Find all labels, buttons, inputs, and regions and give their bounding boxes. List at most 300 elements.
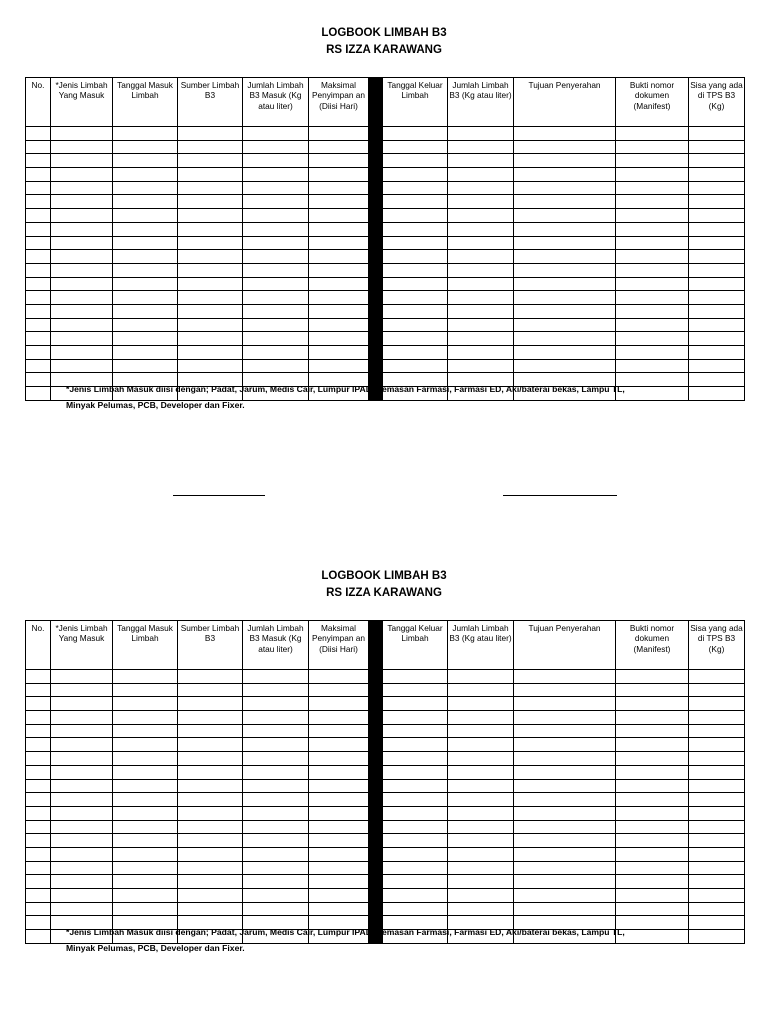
table-cell[interactable] <box>309 263 369 277</box>
table-cell[interactable] <box>514 250 616 264</box>
table-cell[interactable] <box>383 209 448 223</box>
table-cell[interactable] <box>689 181 745 195</box>
table-cell[interactable] <box>26 195 51 209</box>
table-cell[interactable] <box>26 291 51 305</box>
table-cell[interactable] <box>178 222 243 236</box>
table-cell[interactable] <box>51 697 113 711</box>
table-cell[interactable] <box>178 181 243 195</box>
table-cell[interactable] <box>113 127 178 141</box>
table-cell[interactable] <box>26 738 51 752</box>
table-cell[interactable] <box>243 875 309 889</box>
table-cell[interactable] <box>178 697 243 711</box>
table-cell[interactable] <box>309 318 369 332</box>
table-cell[interactable] <box>51 318 113 332</box>
table-cell[interactable] <box>309 738 369 752</box>
table-cell[interactable] <box>514 738 616 752</box>
table-cell[interactable] <box>616 291 689 305</box>
table-cell[interactable] <box>51 683 113 697</box>
table-cell[interactable] <box>448 834 514 848</box>
table-cell[interactable] <box>448 168 514 182</box>
table-cell[interactable] <box>689 861 745 875</box>
table-cell[interactable] <box>514 154 616 168</box>
table-cell[interactable] <box>448 793 514 807</box>
table-cell[interactable] <box>51 332 113 346</box>
table-cell[interactable] <box>26 263 51 277</box>
table-cell[interactable] <box>689 318 745 332</box>
table-cell[interactable] <box>51 181 113 195</box>
table-cell[interactable] <box>51 140 113 154</box>
table-cell[interactable] <box>448 752 514 766</box>
table-cell[interactable] <box>26 847 51 861</box>
table-cell[interactable] <box>616 711 689 725</box>
table-cell[interactable] <box>448 250 514 264</box>
table-cell[interactable] <box>178 291 243 305</box>
table-cell[interactable] <box>113 724 178 738</box>
table-cell[interactable] <box>616 181 689 195</box>
table-cell[interactable] <box>383 140 448 154</box>
table-cell[interactable] <box>383 359 448 373</box>
table-cell[interactable] <box>26 724 51 738</box>
table-cell[interactable] <box>243 711 309 725</box>
table-cell[interactable] <box>178 277 243 291</box>
table-cell[interactable] <box>689 875 745 889</box>
table-cell[interactable] <box>383 263 448 277</box>
table-cell[interactable] <box>309 847 369 861</box>
table-cell[interactable] <box>243 359 309 373</box>
table-cell[interactable] <box>26 304 51 318</box>
table-cell[interactable] <box>309 291 369 305</box>
table-cell[interactable] <box>689 697 745 711</box>
table-cell[interactable] <box>243 209 309 223</box>
table-cell[interactable] <box>243 752 309 766</box>
table-cell[interactable] <box>26 346 51 360</box>
table-cell[interactable] <box>51 291 113 305</box>
table-cell[interactable] <box>616 359 689 373</box>
table-cell[interactable] <box>514 670 616 684</box>
table-cell[interactable] <box>616 263 689 277</box>
table-cell[interactable] <box>26 806 51 820</box>
table-cell[interactable] <box>51 236 113 250</box>
table-cell[interactable] <box>26 222 51 236</box>
table-cell[interactable] <box>309 711 369 725</box>
table-cell[interactable] <box>26 889 51 903</box>
table-cell[interactable] <box>178 195 243 209</box>
table-cell[interactable] <box>309 359 369 373</box>
table-cell[interactable] <box>689 209 745 223</box>
table-cell[interactable] <box>448 683 514 697</box>
table-cell[interactable] <box>51 834 113 848</box>
table-cell[interactable] <box>514 847 616 861</box>
table-cell[interactable] <box>514 236 616 250</box>
table-cell[interactable] <box>448 140 514 154</box>
table-cell[interactable] <box>514 277 616 291</box>
table-cell[interactable] <box>113 222 178 236</box>
table-cell[interactable] <box>178 875 243 889</box>
table-cell[interactable] <box>309 724 369 738</box>
table-cell[interactable] <box>243 291 309 305</box>
table-cell[interactable] <box>514 209 616 223</box>
table-cell[interactable] <box>309 902 369 916</box>
table-cell[interactable] <box>689 902 745 916</box>
table-cell[interactable] <box>243 250 309 264</box>
table-cell[interactable] <box>383 834 448 848</box>
table-cell[interactable] <box>383 683 448 697</box>
table-cell[interactable] <box>309 765 369 779</box>
table-cell[interactable] <box>26 236 51 250</box>
table-cell[interactable] <box>178 263 243 277</box>
table-cell[interactable] <box>514 765 616 779</box>
table-cell[interactable] <box>26 168 51 182</box>
table-cell[interactable] <box>178 711 243 725</box>
table-cell[interactable] <box>243 181 309 195</box>
table-cell[interactable] <box>178 236 243 250</box>
table-cell[interactable] <box>616 318 689 332</box>
table-cell[interactable] <box>113 670 178 684</box>
table-cell[interactable] <box>26 834 51 848</box>
table-cell[interactable] <box>616 902 689 916</box>
table-cell[interactable] <box>616 834 689 848</box>
table-cell[interactable] <box>243 765 309 779</box>
table-cell[interactable] <box>448 209 514 223</box>
table-cell[interactable] <box>243 318 309 332</box>
table-cell[interactable] <box>243 738 309 752</box>
table-cell[interactable] <box>514 332 616 346</box>
table-cell[interactable] <box>113 263 178 277</box>
table-cell[interactable] <box>51 793 113 807</box>
table-cell[interactable] <box>616 793 689 807</box>
table-cell[interactable] <box>448 806 514 820</box>
table-cell[interactable] <box>113 236 178 250</box>
table-cell[interactable] <box>51 875 113 889</box>
table-cell[interactable] <box>243 820 309 834</box>
table-cell[interactable] <box>243 263 309 277</box>
table-cell[interactable] <box>243 277 309 291</box>
table-cell[interactable] <box>514 263 616 277</box>
table-cell[interactable] <box>51 806 113 820</box>
table-cell[interactable] <box>243 834 309 848</box>
table-cell[interactable] <box>178 834 243 848</box>
table-cell[interactable] <box>113 738 178 752</box>
table-cell[interactable] <box>514 346 616 360</box>
table-cell[interactable] <box>514 834 616 848</box>
table-cell[interactable] <box>178 127 243 141</box>
table-cell[interactable] <box>383 236 448 250</box>
table-cell[interactable] <box>383 889 448 903</box>
table-cell[interactable] <box>689 332 745 346</box>
table-cell[interactable] <box>689 127 745 141</box>
table-cell[interactable] <box>448 779 514 793</box>
table-cell[interactable] <box>243 670 309 684</box>
table-cell[interactable] <box>689 359 745 373</box>
table-cell[interactable] <box>514 889 616 903</box>
table-cell[interactable] <box>383 332 448 346</box>
table-cell[interactable] <box>514 861 616 875</box>
table-cell[interactable] <box>689 834 745 848</box>
table-cell[interactable] <box>383 793 448 807</box>
table-cell[interactable] <box>113 834 178 848</box>
table-cell[interactable] <box>448 291 514 305</box>
table-cell[interactable] <box>383 181 448 195</box>
table-cell[interactable] <box>616 332 689 346</box>
table-cell[interactable] <box>113 195 178 209</box>
table-cell[interactable] <box>26 250 51 264</box>
table-cell[interactable] <box>51 168 113 182</box>
table-cell[interactable] <box>514 902 616 916</box>
table-cell[interactable] <box>309 277 369 291</box>
table-cell[interactable] <box>51 359 113 373</box>
table-cell[interactable] <box>689 765 745 779</box>
table-cell[interactable] <box>26 387 51 401</box>
table-cell[interactable] <box>689 154 745 168</box>
table-cell[interactable] <box>616 683 689 697</box>
table-cell[interactable] <box>113 820 178 834</box>
table-cell[interactable] <box>26 711 51 725</box>
table-cell[interactable] <box>243 168 309 182</box>
table-cell[interactable] <box>616 820 689 834</box>
table-cell[interactable] <box>514 820 616 834</box>
table-cell[interactable] <box>26 140 51 154</box>
table-cell[interactable] <box>243 222 309 236</box>
table-cell[interactable] <box>616 670 689 684</box>
table-cell[interactable] <box>514 711 616 725</box>
table-cell[interactable] <box>113 291 178 305</box>
table-cell[interactable] <box>616 765 689 779</box>
table-cell[interactable] <box>689 140 745 154</box>
table-cell[interactable] <box>616 222 689 236</box>
table-cell[interactable] <box>243 779 309 793</box>
table-cell[interactable] <box>383 806 448 820</box>
table-cell[interactable] <box>113 277 178 291</box>
table-cell[interactable] <box>514 291 616 305</box>
table-cell[interactable] <box>51 847 113 861</box>
table-cell[interactable] <box>51 779 113 793</box>
table-cell[interactable] <box>448 263 514 277</box>
table-cell[interactable] <box>309 195 369 209</box>
table-cell[interactable] <box>113 847 178 861</box>
table-cell[interactable] <box>383 277 448 291</box>
table-cell[interactable] <box>51 346 113 360</box>
table-cell[interactable] <box>448 332 514 346</box>
table-cell[interactable] <box>616 168 689 182</box>
table-cell[interactable] <box>448 236 514 250</box>
table-cell[interactable] <box>51 277 113 291</box>
table-cell[interactable] <box>514 724 616 738</box>
table-cell[interactable] <box>178 359 243 373</box>
table-cell[interactable] <box>514 359 616 373</box>
table-cell[interactable] <box>448 154 514 168</box>
table-cell[interactable] <box>448 222 514 236</box>
table-cell[interactable] <box>514 304 616 318</box>
table-cell[interactable] <box>448 697 514 711</box>
table-cell[interactable] <box>383 318 448 332</box>
table-cell[interactable] <box>26 373 51 387</box>
table-cell[interactable] <box>243 154 309 168</box>
table-cell[interactable] <box>113 209 178 223</box>
table-cell[interactable] <box>514 752 616 766</box>
table-cell[interactable] <box>309 154 369 168</box>
table-cell[interactable] <box>243 889 309 903</box>
table-cell[interactable] <box>26 930 51 944</box>
table-cell[interactable] <box>383 291 448 305</box>
table-cell[interactable] <box>616 697 689 711</box>
table-cell[interactable] <box>309 806 369 820</box>
table-cell[interactable] <box>689 250 745 264</box>
table-cell[interactable] <box>383 765 448 779</box>
table-cell[interactable] <box>383 168 448 182</box>
table-cell[interactable] <box>26 752 51 766</box>
table-cell[interactable] <box>689 222 745 236</box>
table-cell[interactable] <box>113 332 178 346</box>
table-cell[interactable] <box>26 875 51 889</box>
table-cell[interactable] <box>689 670 745 684</box>
table-cell[interactable] <box>113 793 178 807</box>
table-cell[interactable] <box>689 711 745 725</box>
table-cell[interactable] <box>26 318 51 332</box>
table-cell[interactable] <box>113 683 178 697</box>
table-cell[interactable] <box>309 752 369 766</box>
table-cell[interactable] <box>51 209 113 223</box>
table-cell[interactable] <box>689 724 745 738</box>
table-cell[interactable] <box>689 291 745 305</box>
table-cell[interactable] <box>243 861 309 875</box>
table-cell[interactable] <box>514 683 616 697</box>
table-cell[interactable] <box>689 236 745 250</box>
table-cell[interactable] <box>448 670 514 684</box>
table-cell[interactable] <box>243 847 309 861</box>
table-cell[interactable] <box>243 195 309 209</box>
table-cell[interactable] <box>514 168 616 182</box>
table-cell[interactable] <box>309 236 369 250</box>
table-cell[interactable] <box>309 304 369 318</box>
table-cell[interactable] <box>689 793 745 807</box>
table-cell[interactable] <box>113 875 178 889</box>
table-cell[interactable] <box>616 277 689 291</box>
table-cell[interactable] <box>514 793 616 807</box>
table-cell[interactable] <box>113 140 178 154</box>
table-cell[interactable] <box>243 236 309 250</box>
table-cell[interactable] <box>448 127 514 141</box>
table-cell[interactable] <box>51 263 113 277</box>
table-cell[interactable] <box>51 670 113 684</box>
table-cell[interactable] <box>51 250 113 264</box>
table-cell[interactable] <box>26 697 51 711</box>
table-cell[interactable] <box>689 346 745 360</box>
table-cell[interactable] <box>51 154 113 168</box>
table-cell[interactable] <box>383 902 448 916</box>
table-cell[interactable] <box>514 140 616 154</box>
table-cell[interactable] <box>51 902 113 916</box>
table-cell[interactable] <box>309 127 369 141</box>
table-cell[interactable] <box>309 140 369 154</box>
table-cell[interactable] <box>689 752 745 766</box>
table-cell[interactable] <box>113 181 178 195</box>
table-cell[interactable] <box>448 318 514 332</box>
table-cell[interactable] <box>616 209 689 223</box>
table-cell[interactable] <box>616 779 689 793</box>
table-cell[interactable] <box>448 765 514 779</box>
table-cell[interactable] <box>26 209 51 223</box>
table-cell[interactable] <box>448 738 514 752</box>
table-cell[interactable] <box>448 875 514 889</box>
table-cell[interactable] <box>51 711 113 725</box>
table-cell[interactable] <box>26 820 51 834</box>
table-cell[interactable] <box>616 724 689 738</box>
table-cell[interactable] <box>448 889 514 903</box>
table-cell[interactable] <box>113 889 178 903</box>
table-cell[interactable] <box>616 154 689 168</box>
table-cell[interactable] <box>26 127 51 141</box>
table-cell[interactable] <box>514 697 616 711</box>
table-cell[interactable] <box>383 724 448 738</box>
table-cell[interactable] <box>51 304 113 318</box>
table-cell[interactable] <box>383 222 448 236</box>
table-cell[interactable] <box>383 875 448 889</box>
table-cell[interactable] <box>243 697 309 711</box>
table-cell[interactable] <box>243 127 309 141</box>
table-cell[interactable] <box>448 304 514 318</box>
table-cell[interactable] <box>448 277 514 291</box>
table-cell[interactable] <box>309 346 369 360</box>
table-cell[interactable] <box>514 195 616 209</box>
table-cell[interactable] <box>178 806 243 820</box>
table-cell[interactable] <box>616 304 689 318</box>
table-cell[interactable] <box>51 222 113 236</box>
table-cell[interactable] <box>448 359 514 373</box>
table-cell[interactable] <box>243 724 309 738</box>
table-cell[interactable] <box>383 154 448 168</box>
table-cell[interactable] <box>243 346 309 360</box>
table-cell[interactable] <box>178 847 243 861</box>
table-cell[interactable] <box>383 847 448 861</box>
table-cell[interactable] <box>26 916 51 930</box>
table-cell[interactable] <box>514 318 616 332</box>
table-cell[interactable] <box>616 127 689 141</box>
table-cell[interactable] <box>113 318 178 332</box>
table-cell[interactable] <box>178 820 243 834</box>
table-cell[interactable] <box>689 820 745 834</box>
table-cell[interactable] <box>616 195 689 209</box>
table-cell[interactable] <box>616 875 689 889</box>
table-cell[interactable] <box>616 140 689 154</box>
table-cell[interactable] <box>243 332 309 346</box>
table-cell[interactable] <box>51 765 113 779</box>
table-cell[interactable] <box>178 683 243 697</box>
table-cell[interactable] <box>448 346 514 360</box>
table-cell[interactable] <box>178 168 243 182</box>
table-cell[interactable] <box>616 738 689 752</box>
table-cell[interactable] <box>113 861 178 875</box>
table-cell[interactable] <box>383 127 448 141</box>
table-cell[interactable] <box>514 875 616 889</box>
table-cell[interactable] <box>616 847 689 861</box>
table-cell[interactable] <box>113 779 178 793</box>
table-cell[interactable] <box>383 779 448 793</box>
table-cell[interactable] <box>178 346 243 360</box>
table-cell[interactable] <box>26 683 51 697</box>
table-cell[interactable] <box>26 670 51 684</box>
table-cell[interactable] <box>514 127 616 141</box>
table-cell[interactable] <box>113 765 178 779</box>
table-cell[interactable] <box>309 820 369 834</box>
table-cell[interactable] <box>689 277 745 291</box>
table-cell[interactable] <box>689 889 745 903</box>
table-cell[interactable] <box>51 889 113 903</box>
table-cell[interactable] <box>689 738 745 752</box>
table-cell[interactable] <box>448 902 514 916</box>
table-cell[interactable] <box>113 806 178 820</box>
table-cell[interactable] <box>309 181 369 195</box>
table-cell[interactable] <box>383 697 448 711</box>
